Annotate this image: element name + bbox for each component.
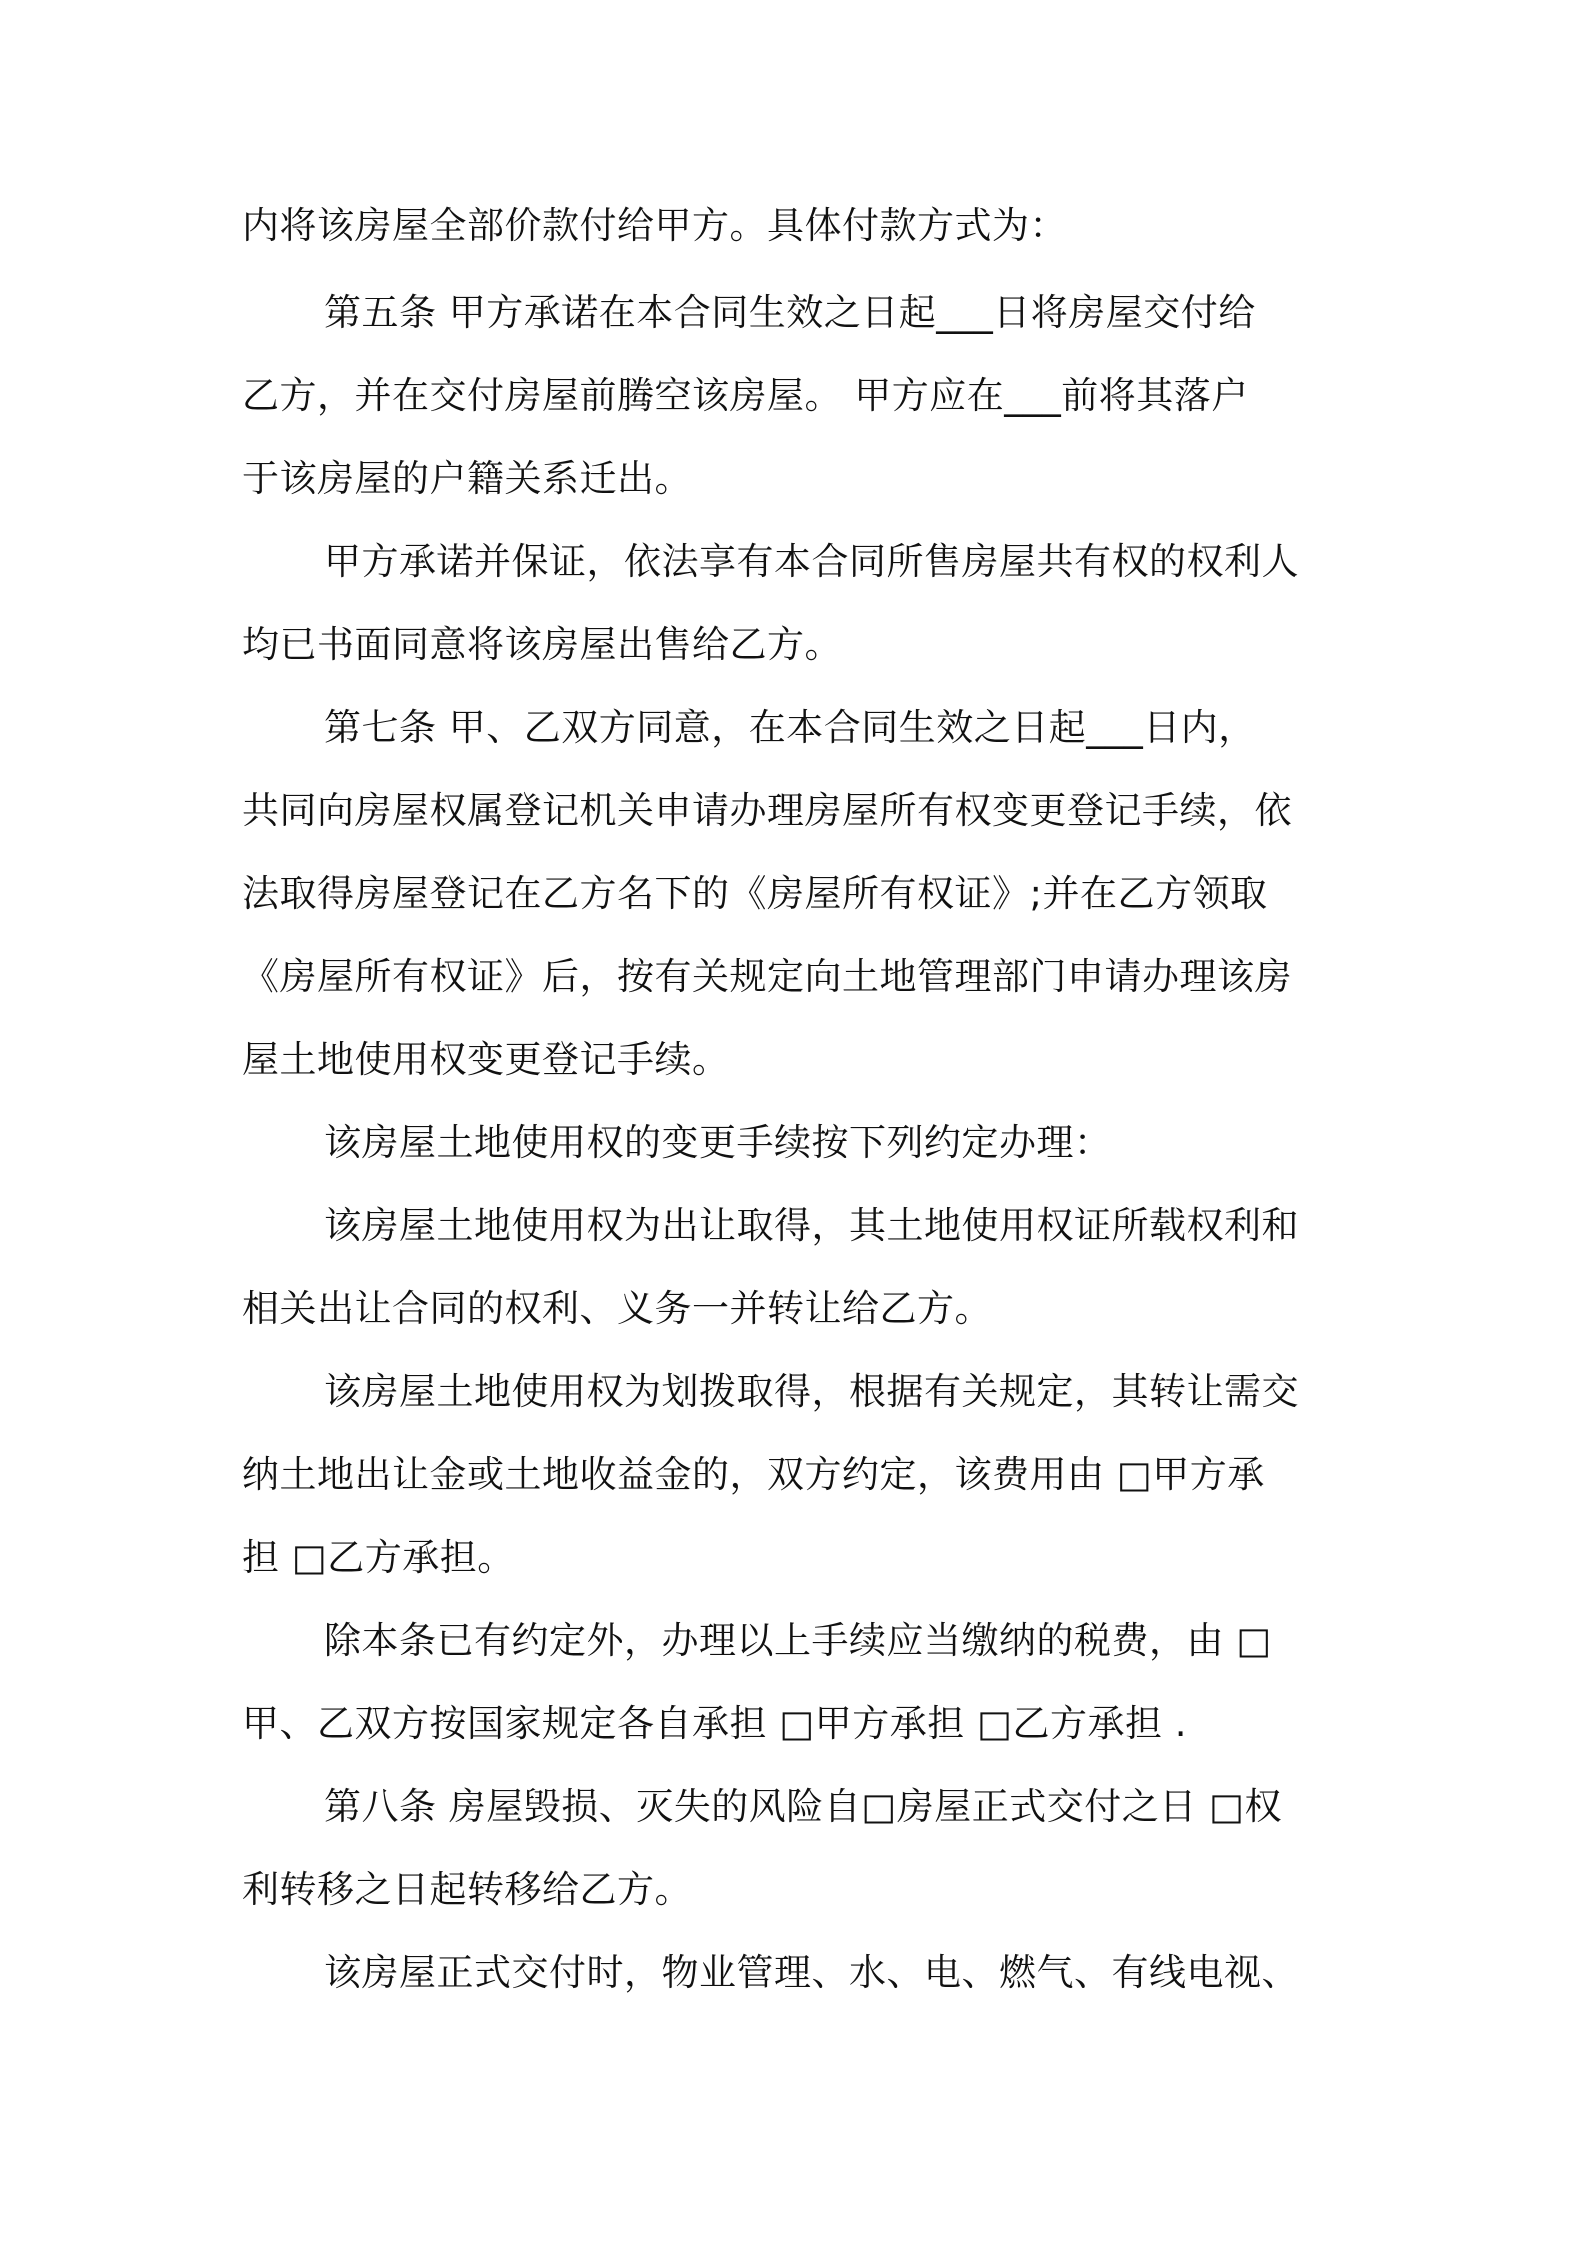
text-line-13: 该房屋土地使用权为出让取得，其土地使用权证所载权利和 [324, 1204, 1299, 1247]
text-line-16: 纳土地出让金或土地收益金的，双方约定，该费用由 □甲方承 [242, 1453, 1265, 1496]
text-line-20: 第八条 房屋毁损、灭失的风险自□房屋正式交付之日 □权 [324, 1785, 1282, 1828]
text-line-3: 乙方，并在交付房屋前腾空该房屋。 甲方应在___前将其落户 [242, 374, 1249, 417]
text-line-7: 第七条 甲、乙双方同意，在本合同生效之日起___日内， [324, 706, 1256, 749]
text-line-9: 法取得房屋登记在乙方名下的《房屋所有权证》;并在乙方领取 [242, 872, 1268, 915]
text-line-10: 《房屋所有权证》后，按有关规定向土地管理部门申请办理该房 [242, 955, 1292, 998]
text-line-17: 担 □乙方承担。 [242, 1536, 515, 1579]
text-line-11: 屋土地使用权变更登记手续。 [242, 1038, 730, 1081]
text-line-15: 该房屋土地使用权为划拨取得，根据有关规定，其转让需交 [324, 1370, 1299, 1413]
text-line-4: 于该房屋的户籍关系迁出。 [242, 457, 692, 500]
text-line-2: 第五条 甲方承诺在本合同生效之日起___日将房屋交付给 [324, 291, 1256, 334]
text-line-22: 该房屋正式交付时，物业管理、水、电、燃气、有线电视、 [324, 1951, 1299, 1994]
text-line-18: 除本条已有约定外，办理以上手续应当缴纳的税费，由 □ [324, 1619, 1272, 1662]
text-line-8: 共同向房屋权属登记机关申请办理房屋所有权变更登记手续，依 [242, 789, 1292, 832]
text-line-1: 内将该房屋全部价款付给甲方。具体付款方式为： [242, 204, 1067, 247]
text-line-5: 甲方承诺并保证，依法享有本合同所售房屋共有权的权利人 [324, 540, 1299, 583]
text-line-14: 相关出让合同的权利、义务一并转让给乙方。 [242, 1287, 992, 1330]
text-line-21: 利转移之日起转移给乙方。 [242, 1868, 692, 1911]
text-line-12: 该房屋土地使用权的变更手续按下列约定办理： [324, 1121, 1112, 1164]
text-line-19: 甲、乙双方按国家规定各自承担 □甲方承担 □乙方承担 . [242, 1702, 1187, 1745]
text-line-6: 均已书面同意将该房屋出售给乙方。 [242, 623, 842, 666]
